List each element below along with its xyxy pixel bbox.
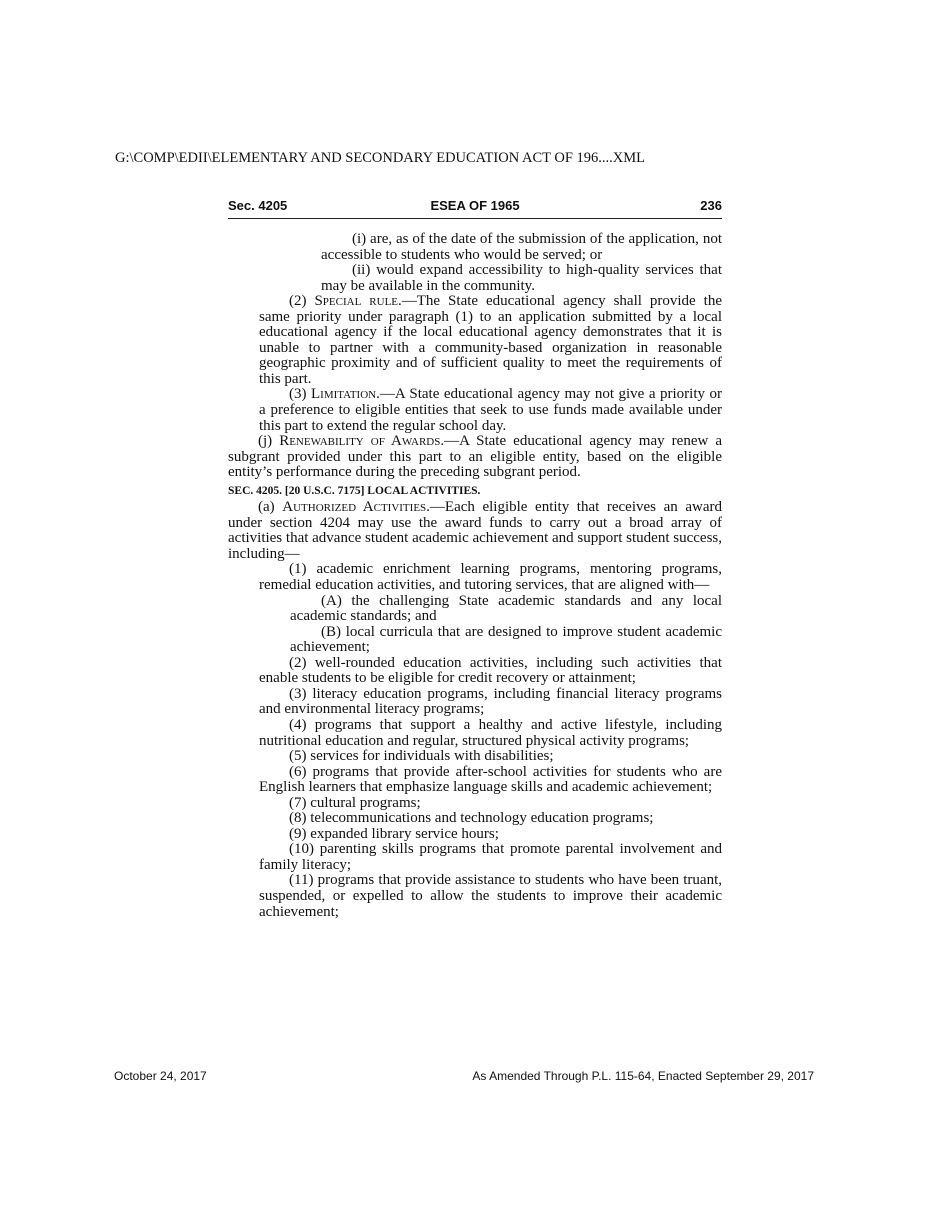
list-subitem: (B) local curricula that are designed to improve student academic achievement; <box>290 623 722 656</box>
footer-amended: As Amended Through P.L. 115-64, Enacted September 29, 2017 <box>472 1069 814 1083</box>
heading-term: Limitation. <box>311 386 380 403</box>
paragraph-limitation: (3) Limitation.—A State educational agency may not give a priority or a preference to eligible entities that seek to use funds made available under this part to extend the regular school day. <box>259 386 722 434</box>
list-item: (7) cultural programs; <box>289 794 421 811</box>
section-heading: SEC. 4205. [20 U.S.C. 7175] LOCAL ACTIVITIES. <box>228 484 481 497</box>
running-head <box>228 198 722 219</box>
document-body <box>228 232 722 920</box>
heading-term: Renewability of Awards. <box>279 433 445 450</box>
paragraph-special-rule: (2) Special rule.—The State educational agency shall provide the same priority under paragraph (1) to an application submitted by a local educational agency if the local educational agency demonstrates that it is unable to partner with a community-based organization in reasonable geographic proximity and of sufficient quality to meet the requirements of this part. <box>259 293 722 387</box>
list-item: (11) programs that provide assistance to students who have been truant, suspended, or expelled to allow the students to improve their academic achievement; <box>259 872 722 920</box>
running-head-section: Sec. 4205 <box>228 198 288 213</box>
running-head-title: ESEA OF 1965 <box>430 198 520 213</box>
clause-ii: (ii) would expand accessibility to high-quality services that may be available in the community. <box>321 262 722 294</box>
list-item: (6) programs that provide after-school activities for students who are English learners that emphasize language skills and academic achievement; <box>259 763 722 796</box>
list-item: (2) well-rounded education activities, including such activities that enable students to be eligible for credit recovery or attainment; <box>259 654 722 687</box>
list-item: (10) parenting skills programs that promote parental involvement and family literacy; <box>259 841 722 873</box>
list-item: (4) programs that support a healthy and active lifestyle, including nutritional education and regular, structured physical activity programs; <box>259 716 722 749</box>
list-item: (1) academic enrichment learning programs, mentoring programs, remedial education activities, and tutoring services, that are aligned with— <box>259 561 722 594</box>
page-number: 236 <box>700 198 722 213</box>
subsection-authorized-activities: (a) Authorized Activities.—Each eligible entity that receives an award under section 4204 may use the award funds to carry out a broad array of activities that advance student academic achievement and support student success, including— <box>228 499 722 562</box>
file-path: G:\COMP\EDII\ELEMENTARY AND SECONDARY EDUCATION ACT OF 196....XML <box>115 150 645 166</box>
list-item: (9) expanded library service hours; <box>289 825 499 842</box>
list-subitem: (A) the challenging State academic standards and any local academic standards; and <box>290 592 722 625</box>
subsection-renewability: (j) Renewability of Awards.—A State educational agency may renew a subgrant provided under this part to an eligible entity, based on the eligible entity’s performance during the preceding subgrant period. <box>228 433 722 481</box>
clause-i: (i) are, as of the date of the submission of the application, not accessible to students who would be served; or <box>321 231 722 263</box>
heading-term: Special rule. <box>314 293 402 310</box>
heading-term: Authorized Activities. <box>282 499 430 516</box>
footer-date: October 24, 2017 <box>114 1069 207 1083</box>
list-item: (8) telecommunications and technology education programs; <box>289 810 654 827</box>
list-item: (5) services for individuals with disabilities; <box>289 748 554 765</box>
list-item: (3) literacy education programs, including financial literacy programs and environmental literacy programs; <box>259 685 722 718</box>
